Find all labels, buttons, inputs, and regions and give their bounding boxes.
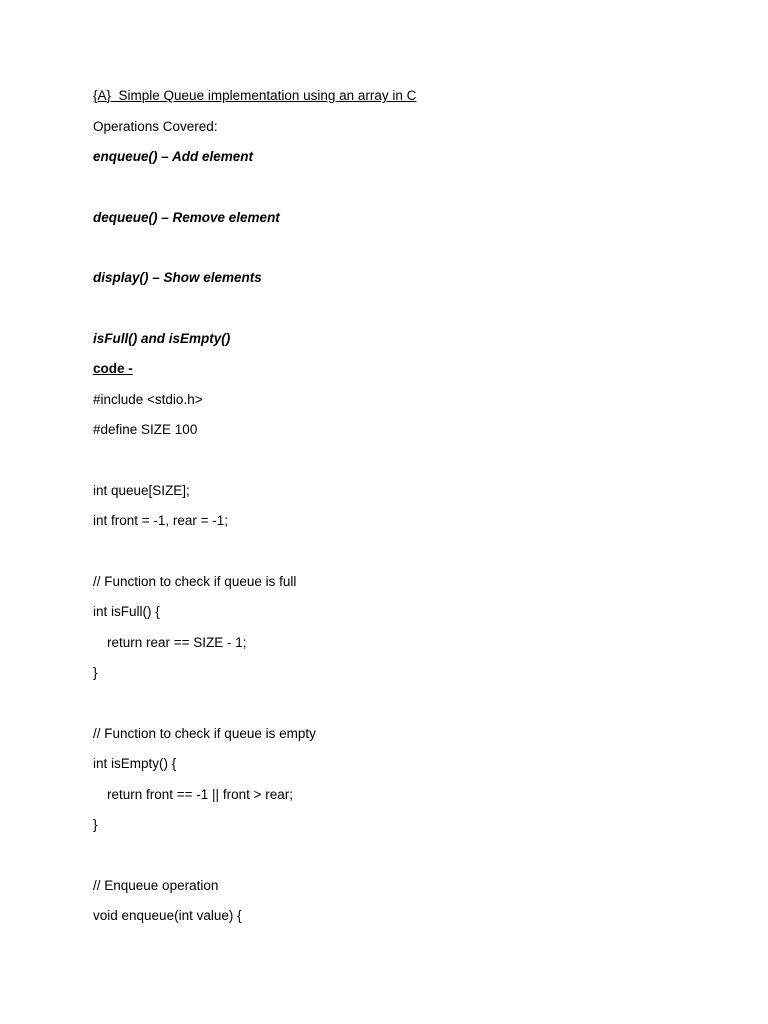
operation-dequeue: dequeue() – Remove element <box>93 210 280 225</box>
operation-display: display() – Show elements <box>93 270 262 285</box>
code-line: int front = -1, rear = -1; <box>93 513 229 528</box>
code-comment: // Enqueue operation <box>93 878 219 893</box>
document-title: {A} Simple Queue implementation using an array in C <box>93 88 417 103</box>
code-line: } <box>93 665 98 680</box>
code-line: return rear == SIZE - 1; <box>107 635 247 650</box>
code-line: #define SIZE 100 <box>93 422 198 437</box>
code-label: code - <box>93 361 133 376</box>
code-comment: // Function to check if queue is empty <box>93 726 316 741</box>
code-line: int isEmpty() { <box>93 756 177 771</box>
code-comment: // Function to check if queue is full <box>93 574 297 589</box>
code-line: void enqueue(int value) { <box>93 908 242 923</box>
operations-label: Operations Covered: <box>93 119 218 134</box>
operation-enqueue: enqueue() – Add element <box>93 149 254 164</box>
operation-isfull-isempty: isFull() and isEmpty() <box>93 331 231 346</box>
code-line: int isFull() { <box>93 604 160 619</box>
code-line: return front == -1 || front > rear; <box>107 787 293 802</box>
code-line: int queue[SIZE]; <box>93 483 190 498</box>
code-line: } <box>93 817 98 832</box>
code-line: #include <stdio.h> <box>93 392 203 407</box>
